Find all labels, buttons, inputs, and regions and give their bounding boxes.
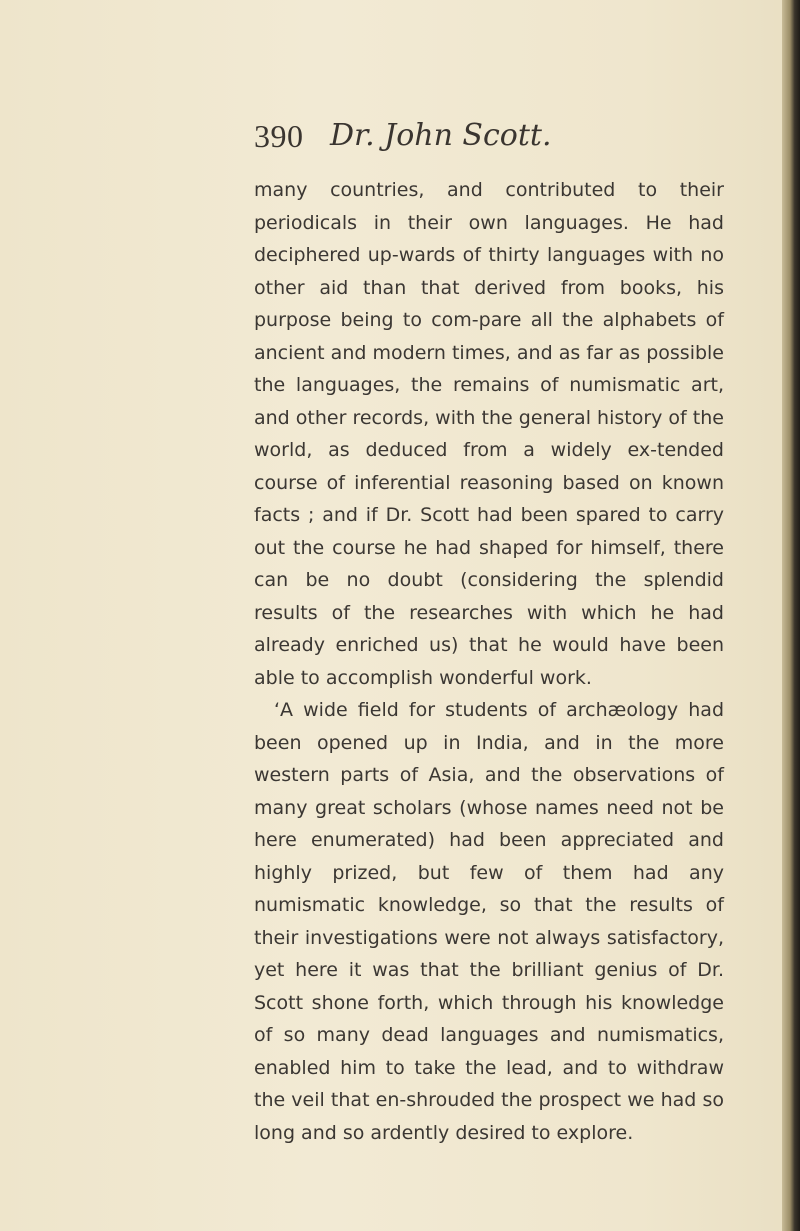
body-text: [254, 174, 724, 1149]
page-number: 390: [254, 118, 304, 154]
paragraph-1: many countries, and contributed to their periodicals in their own languages. He had deciphered up-wards of thirty languages with no other aid than that derived from books, his purpose being to com-pare all the alphabets of ancient and modern times, and as far as possible the languages, the remains of numismatic art, and other records, with the general history of the world, as deduced from a widely ex-tended course of inferential reasoning based on known facts ; and if Dr. Scott had been spared to carry out the course he had shaped for himself, there can be no doubt (considering the splendid results of the researches with which he had already enriched us) that he would have been able to accomplish wonderful work.: [254, 179, 724, 689]
page-header: [254, 116, 724, 160]
running-head: Dr. John Scott.: [330, 118, 552, 153]
paragraph-2: ‘A wide field for students of archæology had been opened up in India, and in the more western parts of Asia, and the observations of many great scholars (whose names need not be here enumerated) had been appreciated and highly prized, but few of them had any numismatic knowledge, so that the results of their investigations were not always satisfactory, yet here it was that the brilliant genius of Dr. Scott shone forth, which through his knowledge of so many dead languages and numismatics, enabled him to take the lead, and to withdraw the veil that en-shrouded the prospect we had so long and so ardently desired to explore.: [254, 699, 724, 1144]
page-edge-shadow: [782, 0, 800, 1231]
